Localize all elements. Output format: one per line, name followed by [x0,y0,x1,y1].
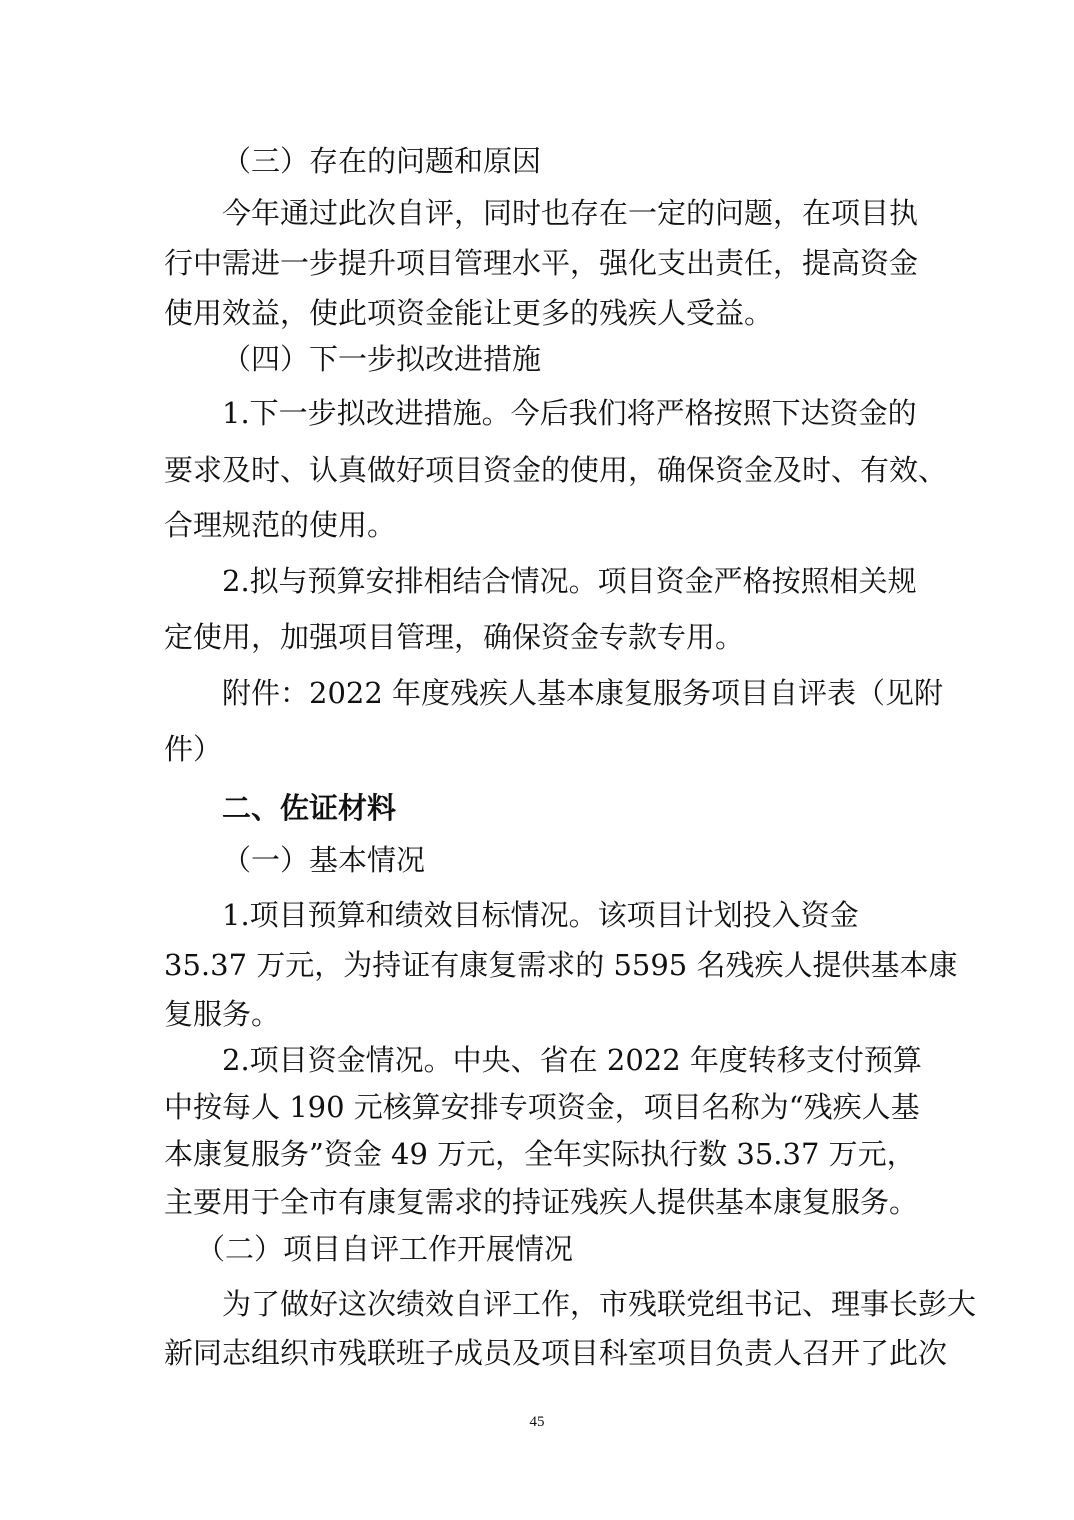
basic-item2-line-4: 主要用于全市有康复需求的持证残疾人提供基本康复服务。 [164,1185,919,1219]
basic-item2-line-3: 本康复服务”资金 49 万元，全年实际执行数 35.37 万元， [164,1137,916,1171]
page-number: 45 [529,1414,545,1430]
selfeval-para-line-1: 为了做好这次绩效自评工作，市残联党组书记、理事长彭大 [222,1287,977,1321]
selfeval-para-line-2: 新同志组织市残联班子成员及项目科室项目负责人召开了此次 [164,1336,948,1370]
selfeval-heading: （二）项目自评工作开展情况 [196,1232,574,1266]
item1-line-1: 1.下一步拟改进措施。今后我们将严格按照下达资金的 [222,396,917,430]
attachment-line-1: 附件：2022 年度残疾人基本康复服务项目自评表（见附 [222,676,944,710]
basic-item2-line-2: 中按每人 190 元核算安排专项资金，项目名称为“残疾人基 [164,1090,920,1124]
item1-line-3: 合理规范的使用。 [164,508,397,542]
basic-item1-line-3: 复服务。 [164,997,281,1031]
item1-line-2: 要求及时、认真做好项目资金的使用，确保资金及时、有效、 [164,453,948,487]
item2-line-1: 2.拟与预算安排相结合情况。项目资金严格按照相关规 [222,564,917,598]
section3-para-line-3: 使用效益，使此项资金能让更多的残疾人受益。 [164,296,774,330]
basic-item1-line-1: 1.项目预算和绩效目标情况。该项目计划投入资金 [222,898,859,932]
item2-line-2: 定使用，加强项目管理，确保资金专款专用。 [164,620,745,654]
attachment-line-2: 件） [164,732,223,766]
part2-heading: 二、佐证材料 [222,791,397,825]
section3-para-line-2: 行中需进一步提升项目管理水平，强化支出责任，提高资金 [164,246,919,280]
section3-para-line-1: 今年通过此次自评，同时也存在一定的问题，在项目执 [222,196,919,230]
section4-heading: （四）下一步拟改进措施 [222,342,542,376]
basic-item2-line-1: 2.项目资金情况。中央、省在 2022 年度转移支付预算 [222,1043,922,1077]
basic-item1-line-2: 35.37 万元，为持证有康复需求的 5595 名残疾人提供基本康 [164,948,958,982]
basic-heading: （一）基本情况 [222,843,426,877]
section3-heading: （三）存在的问题和原因 [222,144,542,178]
